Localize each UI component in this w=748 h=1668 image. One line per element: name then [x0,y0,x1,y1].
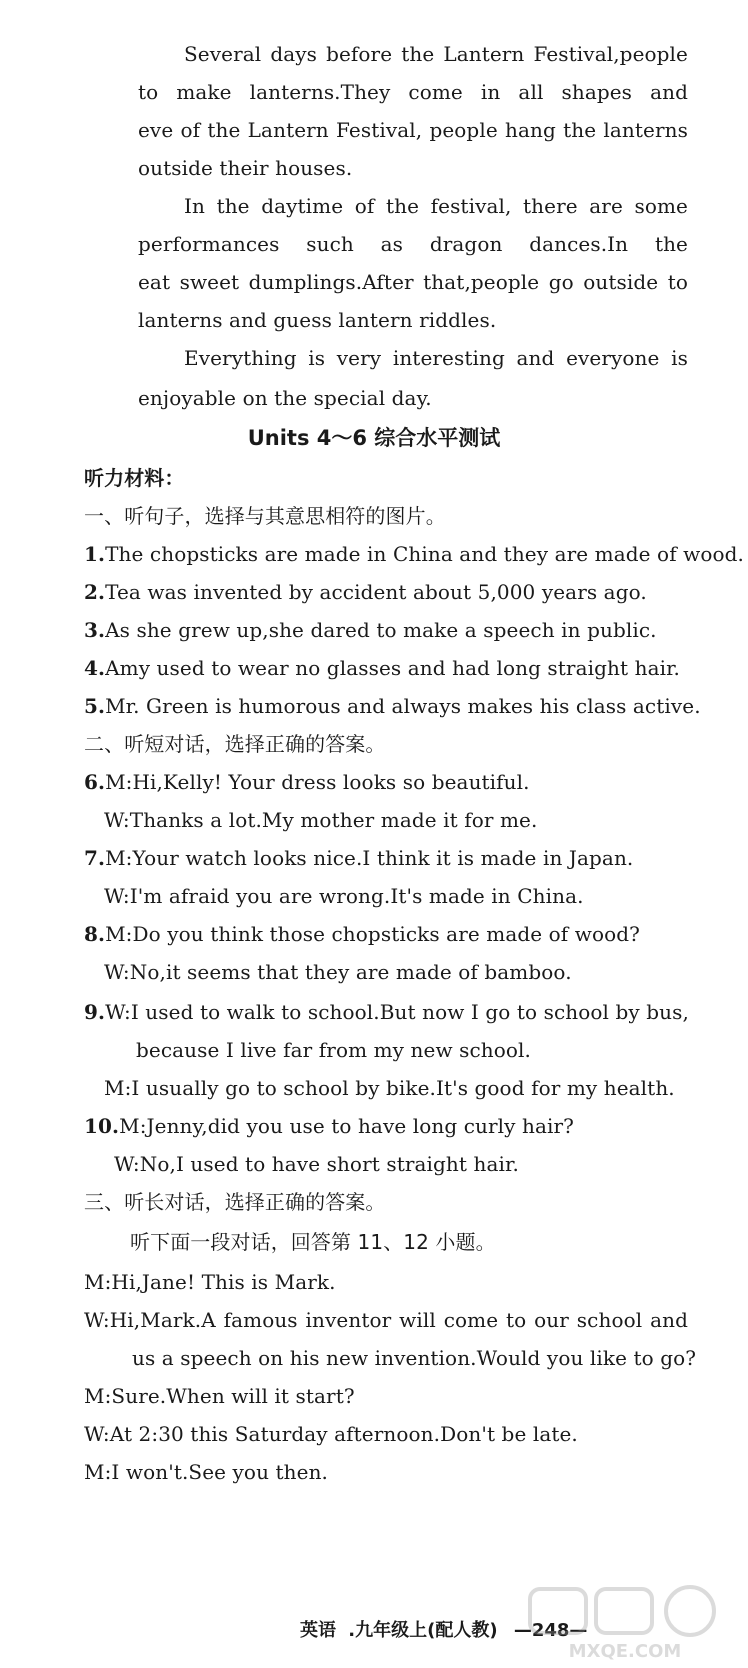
part1-item [84,654,680,682]
passage-line-9: Everything is very interesting and everyone is [184,346,688,370]
item-text: The chopsticks are made in China and they are made of wood. [105,542,745,566]
dialogue-line: M:Sure.When will it start? [84,1384,355,1408]
part3-intro: 听下面一段对话，回答第 11、12 小题。 [130,1230,496,1254]
listening-heading: 听力材料： [84,466,185,490]
item-number: 4. [84,656,106,680]
passage-line-6: performances such as dragon dances.In the [138,232,688,256]
item-number: 9. [84,1000,106,1024]
passage-line-10: enjoyable on the special day. [138,386,432,410]
dialogue-line [84,844,633,872]
dialogue-line: W:At 2:30 this Saturday afternoon.Don't be late. [84,1422,578,1446]
footer-subject: 英语 [300,1620,336,1641]
part1-item [84,540,744,568]
dialogue-line: W:Hi,Mark.A famous inventor will come to our school and [84,1308,688,1332]
dialogue-line [84,768,530,796]
passage-line-4: outside their houses. [138,156,353,180]
part1-heading: 一、听句子，选择与其意思相符的图片。 [84,504,446,528]
passage-line-7: eat sweet dumplings.After that,people go outside to [138,270,688,294]
passage-line-1: Several days before the Lantern Festival,people [184,42,688,66]
dialogue-line [84,1112,574,1140]
item-number: 3. [84,618,106,642]
item-number: 10. [84,1114,120,1138]
dialogue-text: M:Jenny,did you use to have long curly hair? [119,1114,575,1138]
item-number: 1. [84,542,106,566]
passage-line-8: lanterns and guess lantern riddles. [138,308,497,332]
item-number: 6. [84,770,106,794]
item-number: 8. [84,922,106,946]
footer-page-number: —248— [513,1620,588,1641]
dialogue-line: M:I usually go to school by bike.It's good for my health. [104,1076,675,1100]
dialogue-line: W:I'm afraid you are wrong.It's made in China. [104,884,584,908]
part3-heading: 三、听长对话，选择正确的答案。 [84,1190,386,1214]
item-number: 5. [84,694,106,718]
passage-line-2: to make lanterns.They come in all shapes and [138,80,688,104]
part2-heading: 二、听短对话，选择正确的答案。 [84,732,386,756]
dialogue-line: because I live far from my new school. [136,1038,532,1062]
item-number: 2. [84,580,106,604]
dialogue-line [84,998,689,1026]
passage-line-5: In the daytime of the festival, there are some [184,194,688,218]
section-title: Units 4～6 综合水平测试 [247,426,501,450]
item-text: Amy used to wear no glasses and had long straight hair. [105,656,681,680]
item-text: Tea was invented by accident about 5,000 years ago. [105,580,647,604]
part1-item [84,616,657,644]
item-number: 7. [84,846,106,870]
item-text: Mr. Green is humorous and always makes his class active. [105,694,701,718]
dialogue-line [84,920,640,948]
footer-grade: .九年级上(配人教) [348,1620,498,1641]
dialogue-line: W:Thanks a lot.My mother made it for me. [104,808,538,832]
dialogue-line: M:Hi,Jane! This is Mark. [84,1270,336,1294]
part1-item [84,578,647,606]
dialogue-text: M:Your watch looks nice.I think it is made in Japan. [105,846,634,870]
dialogue-text: W:I used to walk to school.But now I go to school by bus, [105,1000,689,1024]
item-text: As she grew up,she dared to make a speech in public. [105,618,657,642]
passage-line-3: eve of the Lantern Festival, people hang the lanterns [138,118,688,142]
svg-text:MXQE.COM: MXQE.COM [568,1641,682,1662]
dialogue-line: W:No,it seems that they are made of bamboo. [104,960,572,984]
dialogue-line: M:I won't.See you then. [84,1460,329,1484]
dialogue-text: M:Do you think those chopsticks are made of wood? [105,922,640,946]
dialogue-text: M:Hi,Kelly! Your dress looks so beautiful. [105,770,530,794]
dialogue-line: W:No,I used to have short straight hair. [114,1152,519,1176]
watermark-logo [512,1585,738,1663]
part1-item [84,692,701,720]
dialogue-line: us a speech on his new invention.Would you like to go? [132,1346,697,1370]
